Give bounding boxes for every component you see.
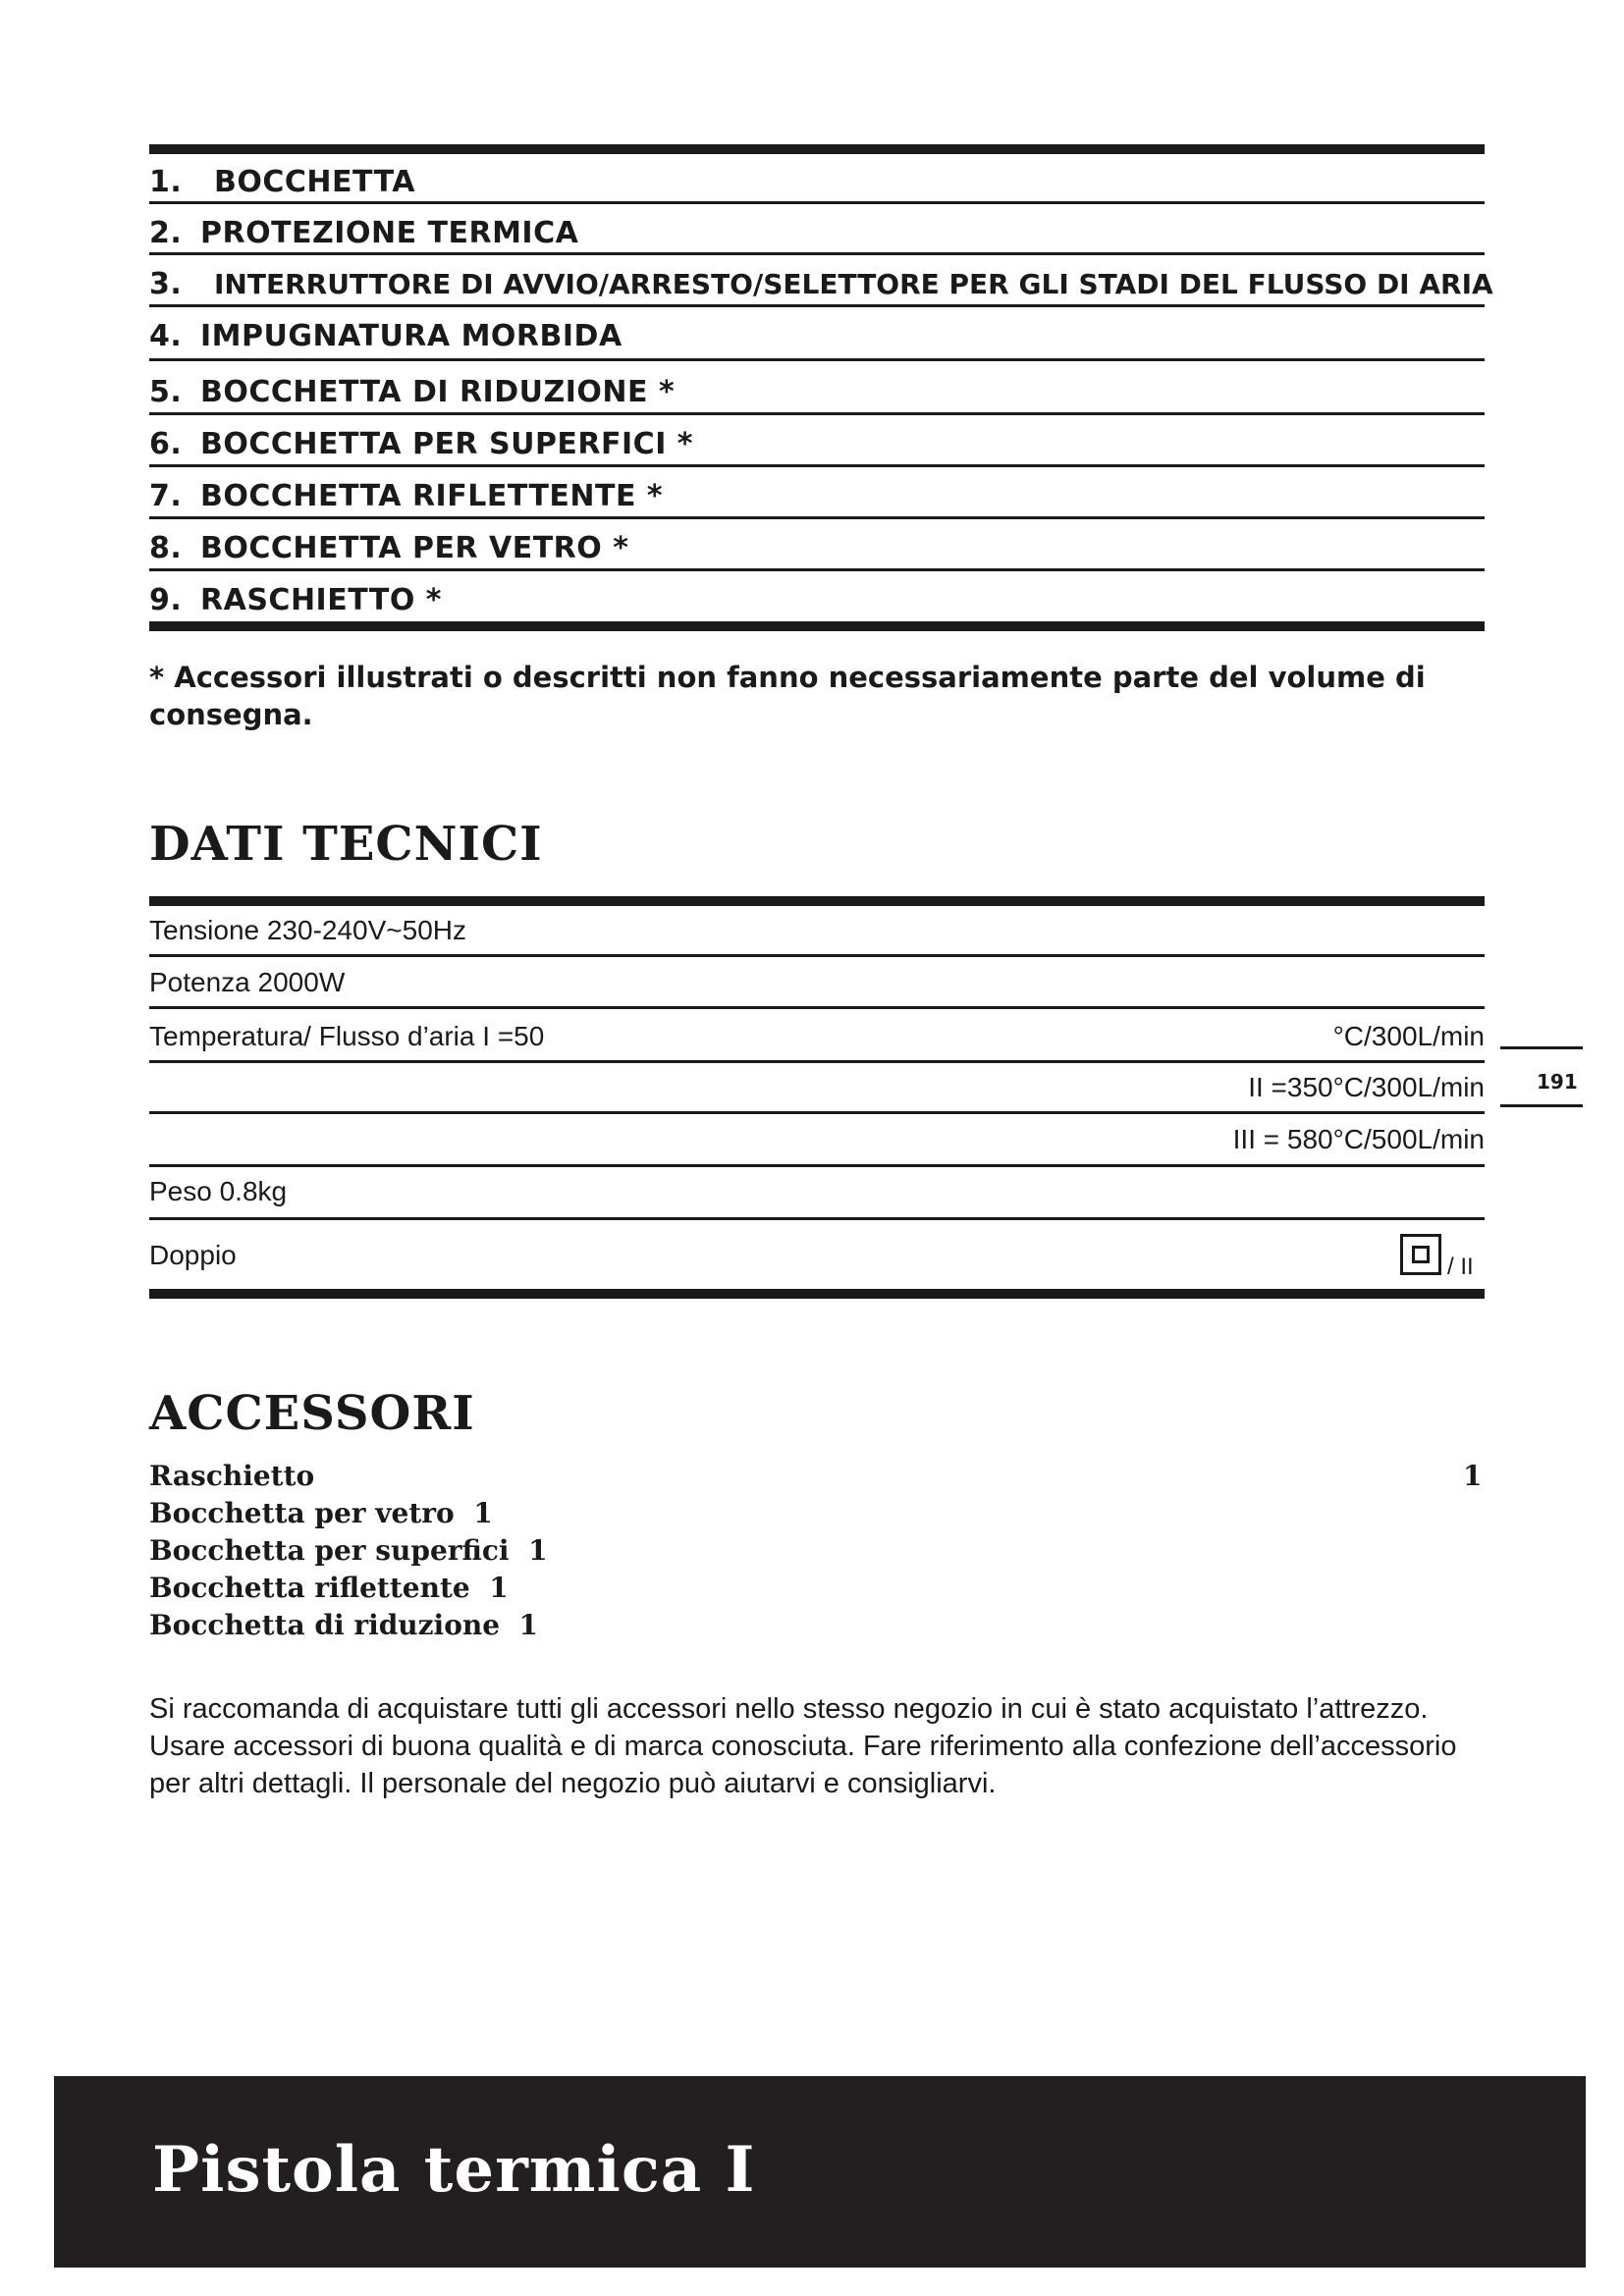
part-label: RASCHIETTO * bbox=[200, 583, 442, 617]
accessory-qty: 1 bbox=[473, 1497, 493, 1529]
part-number: 5. bbox=[149, 375, 183, 409]
spec-weight: Peso 0.8kg bbox=[149, 1176, 288, 1206]
spec-temperature-stage-1: °C/300L/min bbox=[1332, 1021, 1485, 1051]
accessory-item bbox=[149, 1497, 493, 1529]
spec-insulation-label: Doppio bbox=[149, 1240, 237, 1270]
footer-banner bbox=[54, 2076, 1586, 2268]
part-item-2 bbox=[149, 216, 578, 250]
part-item-4 bbox=[149, 319, 623, 353]
divider bbox=[149, 358, 1485, 361]
accessory-item bbox=[149, 1534, 548, 1567]
accessory-name: Bocchetta riflettente bbox=[149, 1572, 470, 1604]
accessories-paragraph: Si raccomanda di acquistare tutti gli accessori nello stesso negozio in cui è stato acquistato l’attrezzo. Usare accessori di buona qualità e di marca conosciuta. Fare riferimento alla confezione dell’accessorio per altri dettagli. Il personale del negozio può aiutarvi e consigliarvi. bbox=[149, 1693, 1457, 1799]
accessory-item bbox=[149, 1460, 314, 1492]
parts-bottom-rule bbox=[149, 621, 1485, 631]
part-item-7 bbox=[149, 479, 663, 513]
spec-voltage: Tensione 230-240V~50Hz bbox=[149, 915, 467, 945]
accessory-name: Bocchetta di riduzione bbox=[149, 1609, 501, 1641]
part-item-5 bbox=[149, 375, 675, 409]
part-item-1 bbox=[149, 165, 415, 199]
double-insulation-inner-square bbox=[1412, 1246, 1430, 1263]
part-item-8 bbox=[149, 531, 628, 565]
part-label: BOCCHETTA PER SUPERFICI * bbox=[200, 427, 693, 461]
divider bbox=[149, 252, 1485, 255]
part-item-3 bbox=[149, 267, 1493, 301]
double-insulation-icon bbox=[1400, 1234, 1441, 1275]
parts-top-rule bbox=[149, 144, 1485, 154]
divider bbox=[149, 412, 1485, 415]
part-label: IMPUGNATURA MORBIDA bbox=[200, 319, 623, 353]
accessories-note: * Accessori illustrati o descritti non fanno necessariamente parte del volume di consegna. bbox=[149, 661, 1426, 731]
spec-temperature-stage-2: II =350°C/300L/min bbox=[1248, 1072, 1485, 1102]
tech-top-rule bbox=[149, 896, 1485, 906]
accessory-qty: 1 bbox=[489, 1572, 509, 1604]
accessory-qty: 1 bbox=[1463, 1460, 1483, 1492]
accessory-name: Bocchetta per superfici bbox=[149, 1534, 510, 1567]
part-number: 3. bbox=[149, 267, 183, 301]
divider bbox=[149, 954, 1485, 957]
accessory-item bbox=[149, 1609, 538, 1641]
part-item-6 bbox=[149, 427, 693, 461]
part-number: 1. bbox=[149, 165, 183, 199]
divider bbox=[149, 516, 1485, 519]
part-item-9 bbox=[149, 583, 442, 617]
divider bbox=[149, 304, 1485, 307]
divider bbox=[149, 1164, 1485, 1167]
spec-power: Potenza 2000W bbox=[149, 967, 346, 997]
tech-bottom-rule bbox=[149, 1289, 1485, 1299]
divider bbox=[149, 1217, 1485, 1220]
spec-temperature-label: Temperatura/ Flusso d’aria I =50 bbox=[149, 1021, 545, 1051]
accessory-name: Raschietto bbox=[149, 1460, 315, 1492]
spec-temperature-stage-3: III = 580°C/500L/min bbox=[1232, 1124, 1485, 1154]
tech-heading: DATI TECNICI bbox=[149, 817, 543, 872]
part-number: 8. bbox=[149, 531, 183, 565]
divider bbox=[149, 1060, 1485, 1063]
part-label: BOCCHETTA PER VETRO * bbox=[200, 531, 629, 565]
part-label: BOCCHETTA bbox=[214, 165, 416, 199]
divider bbox=[149, 568, 1485, 571]
part-label: PROTEZIONE TERMICA bbox=[200, 216, 579, 250]
footer-title: Pistola termica I bbox=[152, 2133, 756, 2207]
divider bbox=[149, 1006, 1485, 1009]
spec-insulation-class: / II bbox=[1447, 1254, 1474, 1280]
divider bbox=[149, 201, 1485, 204]
part-number: 4. bbox=[149, 319, 183, 353]
accessory-name: Bocchetta per vetro bbox=[149, 1497, 455, 1529]
part-label: INTERRUTTORE DI AVVIO/ARRESTO/SELETTORE PER GLI STADI DEL FLUSSO DI ARIA bbox=[214, 268, 1493, 300]
accessory-qty: 1 bbox=[528, 1534, 548, 1567]
page-tab-rule-bottom bbox=[1500, 1104, 1583, 1107]
page-number: 191 bbox=[1537, 1070, 1578, 1094]
divider bbox=[149, 1111, 1485, 1114]
part-number: 7. bbox=[149, 479, 183, 513]
accessory-item bbox=[149, 1572, 509, 1604]
accessory-qty: 1 bbox=[518, 1609, 539, 1641]
part-number: 6. bbox=[149, 427, 183, 461]
accessories-heading: ACCESSORI bbox=[149, 1386, 475, 1441]
divider bbox=[149, 464, 1485, 467]
page-tab-rule-top bbox=[1500, 1046, 1583, 1049]
part-number: 2. bbox=[149, 216, 183, 250]
part-label: BOCCHETTA DI RIDUZIONE * bbox=[200, 375, 676, 409]
part-label: BOCCHETTA RIFLETTENTE * bbox=[200, 479, 664, 513]
part-number: 9. bbox=[149, 583, 183, 617]
